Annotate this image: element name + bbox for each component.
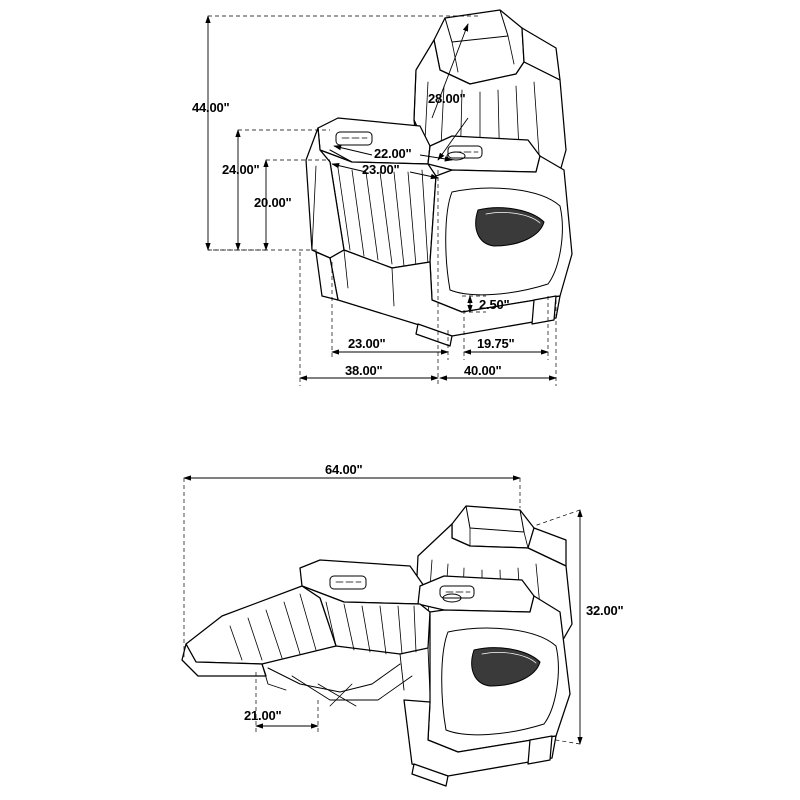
reclined-chair-illustration xyxy=(182,506,572,786)
dim-label-arm-height: 24.00" xyxy=(222,162,260,177)
dim-label-side-depth: 19.75" xyxy=(477,336,515,351)
dim-label-inside-arm-width: 22.00" xyxy=(374,146,412,161)
dim-label-reclined-height: 32.00" xyxy=(586,603,624,618)
dim-label-leg-clearance: 2.50" xyxy=(479,297,510,312)
upright-chair-illustration xyxy=(306,10,572,346)
dim-label-seat-depth: 23.00" xyxy=(348,336,386,351)
dim-label-overall-depth: 38.00" xyxy=(345,363,383,378)
dim-label-reclined-length: 64.00" xyxy=(325,462,363,477)
dim-label-footrest-extension: 21.00" xyxy=(244,708,282,723)
dim-label-seat-width: 23.00" xyxy=(362,162,400,177)
dim-label-seat-back-width: 28.00" xyxy=(428,91,466,106)
dim-label-seat-height: 20.00" xyxy=(254,195,292,210)
dim-label-overall-width: 40.00" xyxy=(464,363,502,378)
dim-label-overall-height: 44.00" xyxy=(192,100,230,115)
